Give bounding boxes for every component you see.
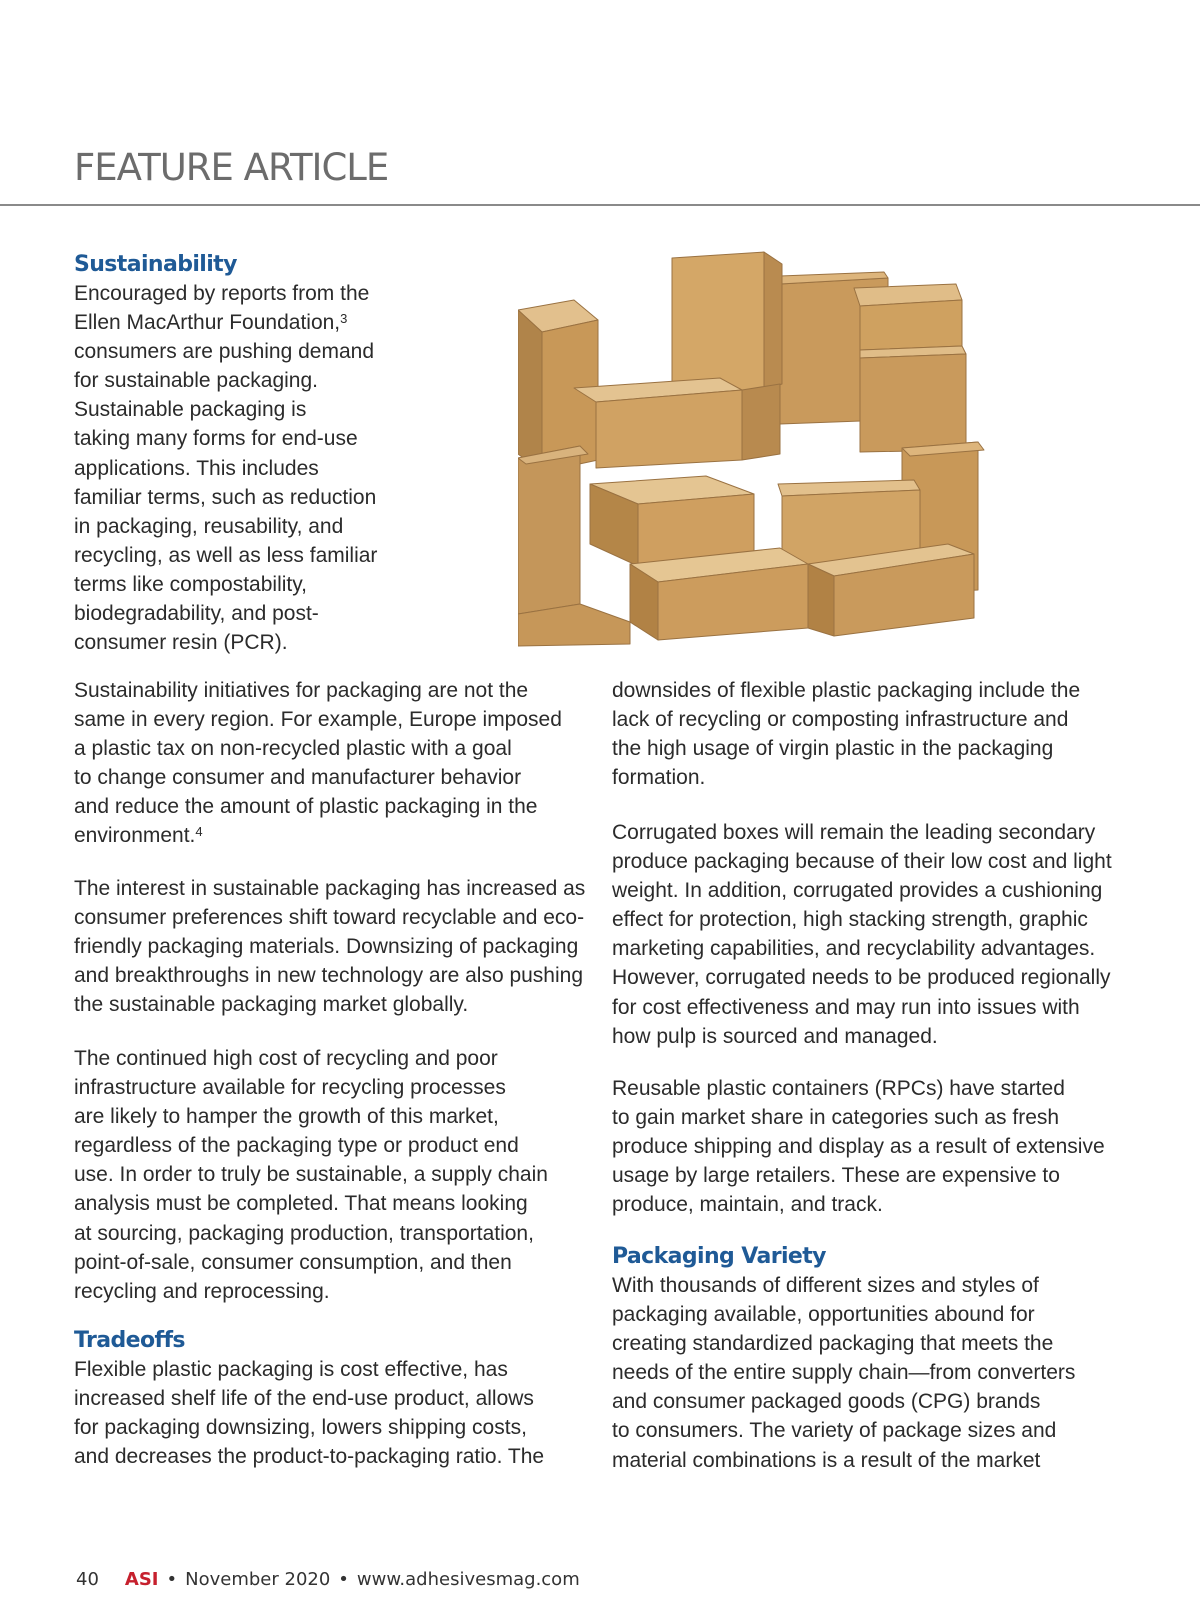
text-line: the sustainable packaging market globally. xyxy=(74,993,469,1017)
paragraph-interest xyxy=(74,874,585,1019)
paragraph-flexible-plastic xyxy=(74,1355,544,1471)
text-line: same in every region. For example, Europe imposed xyxy=(74,708,562,732)
text-line: use. In order to truly be sustainable, a supply chain xyxy=(74,1163,548,1187)
text-line: applications. This includes xyxy=(74,456,319,480)
paragraph-corrugated xyxy=(612,818,1112,1051)
text-line: Sustainable packaging is xyxy=(74,398,307,422)
text-line: creating standardized packaging that meets the xyxy=(612,1332,1054,1356)
text-line: lack of recycling or composting infrastructure and xyxy=(612,708,1069,732)
paragraph-rpcs xyxy=(612,1074,1105,1219)
text-line: regardless of the packaging type or product end xyxy=(74,1134,519,1158)
text-line: packaging available, opportunities abound for xyxy=(612,1303,1035,1327)
paragraph-regional-initiatives xyxy=(74,676,562,851)
text-line: produce, maintain, and track. xyxy=(612,1193,883,1217)
box xyxy=(860,354,966,452)
text-line: for sustainable packaging. xyxy=(74,369,318,393)
box xyxy=(764,252,782,390)
text-line: to change consumer and manufacturer behavior xyxy=(74,766,522,790)
text-line: for packaging downsizing, lowers shipping costs, xyxy=(74,1416,527,1440)
text-line: how pulp is sourced and managed. xyxy=(612,1024,938,1048)
page-footer xyxy=(76,1569,580,1590)
text-line: produce shipping and display as a result of extensive xyxy=(612,1135,1105,1159)
text-line: friendly packaging materials. Downsizing of packaging xyxy=(74,935,579,959)
text-line: and decreases the product-to-packaging ratio. The xyxy=(74,1445,545,1469)
box xyxy=(860,300,962,350)
heading-tradeoffs: Tradeoffs xyxy=(74,1328,185,1353)
text-line: recycling, as well as less familiar xyxy=(74,543,378,567)
text-line: material combinations is a result of the market xyxy=(612,1448,1041,1472)
box xyxy=(808,564,834,636)
box xyxy=(596,390,742,468)
text-line: are likely to hamper the growth of this market, xyxy=(74,1105,499,1129)
box xyxy=(742,384,780,460)
text-line: Ellen MacArthur Foundation,$^3$ xyxy=(74,311,348,335)
text-line: familiar terms, such as reduction xyxy=(74,485,377,509)
box xyxy=(672,252,764,394)
paragraph-recycling-cost xyxy=(74,1044,548,1306)
box xyxy=(518,446,580,614)
footnote-ref-4: 4 xyxy=(195,824,203,840)
text-line: biodegradability, and post- xyxy=(74,602,319,626)
text-line: point-of-sale, consumer consumption, and then xyxy=(74,1250,512,1274)
paragraph-sustainability-intro xyxy=(74,279,377,657)
heading-packaging-variety: Packaging Variety xyxy=(612,1244,826,1269)
text-line: taking many forms for end-use xyxy=(74,427,358,451)
page-number: 40 xyxy=(76,1569,99,1590)
text-line: at sourcing, packaging production, transportation, xyxy=(74,1221,534,1245)
issue-date: November 2020 xyxy=(185,1569,331,1590)
text-line: for cost effectiveness and may run into issues with xyxy=(612,995,1080,1019)
text-line: and reduce the amount of plastic packaging in the xyxy=(74,795,538,819)
text-line: increased shelf life of the end-use product, allows xyxy=(74,1387,534,1411)
text-line: weight. In addition, corrugated provides a cushioning xyxy=(612,879,1103,903)
header-divider xyxy=(0,204,1200,206)
text-line: Reusable plastic containers (RPCs) have started xyxy=(612,1077,1065,1100)
text-line: analysis must be completed. That means looking xyxy=(74,1192,528,1216)
text-line: marketing capabilities, and recyclability advantages. xyxy=(612,937,1096,961)
text-line: formation. xyxy=(612,766,706,790)
text-line: Corrugated boxes will remain the leading secondary xyxy=(612,821,1096,844)
text-line: to consumers. The variety of package sizes and xyxy=(612,1419,1057,1443)
cardboard-boxes-image xyxy=(518,244,1018,654)
text-line: consumer preferences shift toward recyclable and eco- xyxy=(74,906,585,930)
separator-bullet: • xyxy=(338,1569,349,1590)
text-line: consumer resin (PCR). xyxy=(74,631,288,655)
separator-bullet: • xyxy=(166,1569,178,1590)
paragraph-flexible-plastic-continued xyxy=(612,676,1080,792)
section-label: FEATURE ARTICLE xyxy=(74,146,389,189)
text-line: effect for protection, high stacking strength, graphic xyxy=(612,908,1088,932)
publication-name: ASI xyxy=(124,1569,159,1590)
text-line: usage by large retailers. These are expensive to xyxy=(612,1164,1060,1188)
paragraph-packaging-variety xyxy=(612,1271,1075,1475)
box xyxy=(518,310,542,472)
text-line: Encouraged by reports from the xyxy=(74,282,370,305)
text-line: and breakthroughs in new technology are also pushing xyxy=(74,964,584,988)
text-line: With thousands of different sizes and styles of xyxy=(612,1274,1039,1297)
text-line: a plastic tax on non-recycled plastic with a goal xyxy=(74,737,512,761)
text-line: environment.$^4$ xyxy=(74,824,203,848)
text-line: recycling and reprocessing. xyxy=(74,1279,330,1303)
heading-sustainability: Sustainability xyxy=(74,252,237,277)
text-line: produce packaging because of their low cost and light xyxy=(612,850,1112,874)
text-line: terms like compostability, xyxy=(74,572,308,596)
text-line: and consumer packaged goods (CPG) brands xyxy=(612,1390,1041,1414)
text-line: The continued high cost of recycling and poor xyxy=(74,1047,498,1070)
text-line: needs of the entire supply chain—from converters xyxy=(612,1361,1076,1385)
website-url: www.adhesivesmag.com xyxy=(356,1569,580,1590)
text-line: consumers are pushing demand xyxy=(74,340,375,364)
footnote-ref-3: 3 xyxy=(340,311,348,327)
text-line: Sustainability initiatives for packaging are not the xyxy=(74,679,529,702)
text-line: the high usage of virgin plastic in the packaging xyxy=(612,737,1054,761)
text-line: in packaging, reusability, and xyxy=(74,514,344,538)
text-line: The interest in sustainable packaging has increased as xyxy=(74,877,586,900)
text-line: downsides of flexible plastic packaging include the xyxy=(612,679,1081,702)
text-line: Flexible plastic packaging is cost effective, has xyxy=(74,1358,508,1381)
text-line: However, corrugated needs to be produced regionally xyxy=(612,966,1111,990)
text-line: to gain market share in categories such as fresh xyxy=(612,1106,1060,1130)
text-line: infrastructure available for recycling processes xyxy=(74,1076,506,1100)
